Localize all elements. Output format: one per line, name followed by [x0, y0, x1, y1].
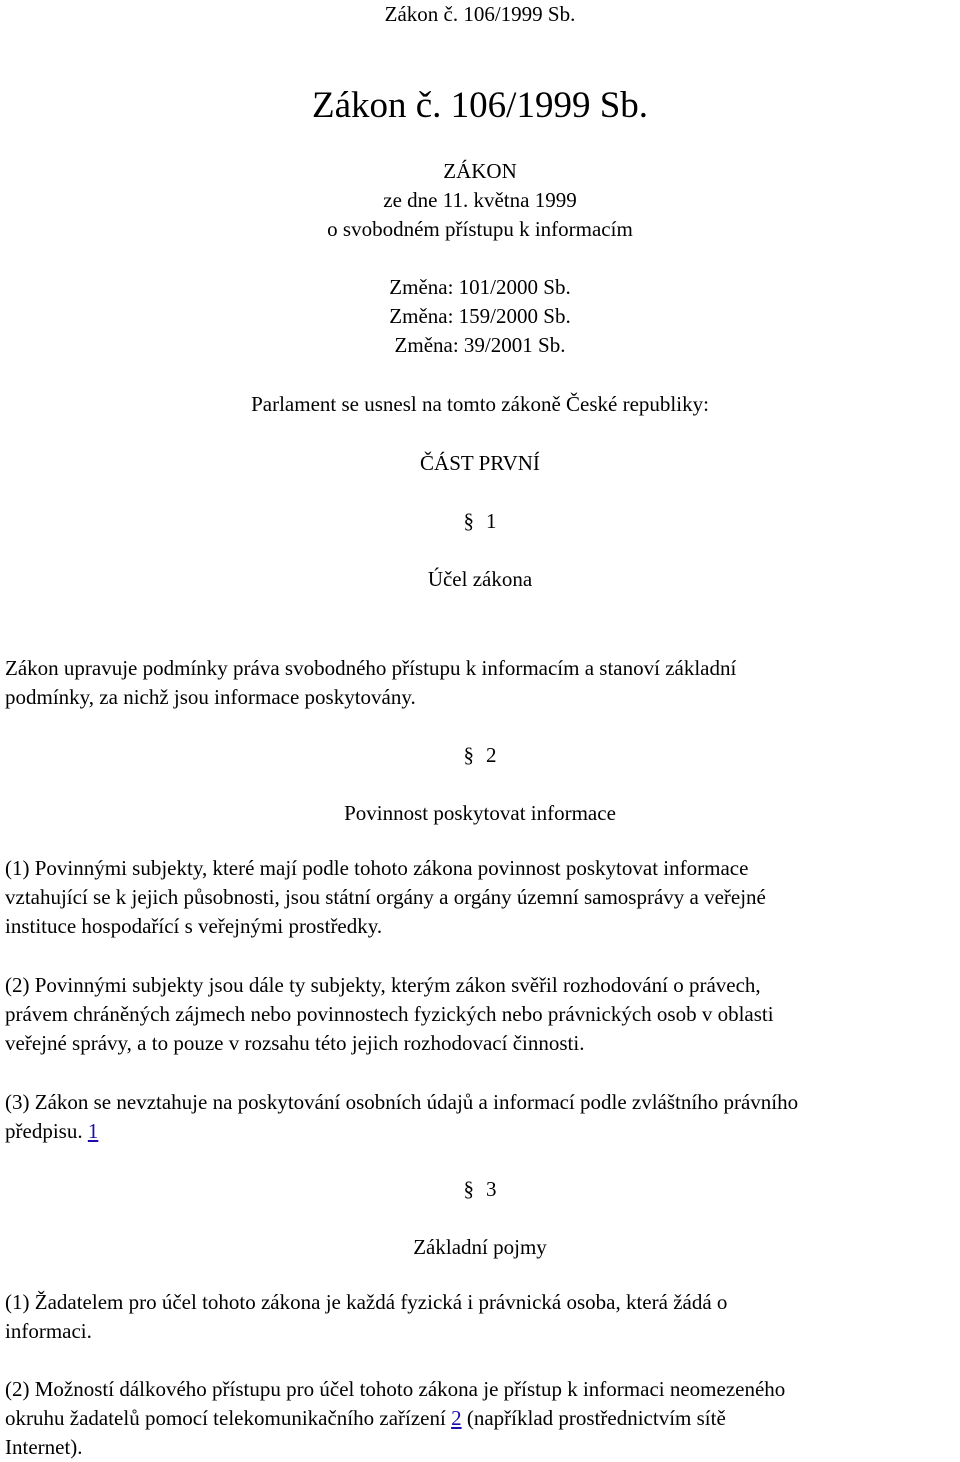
section-number-value: 3 — [486, 1177, 497, 1201]
paragraph-line: (1) Žadatelem pro účel tohoto zákona je každá fyzická i právnická osoba, která žádá o — [5, 1290, 728, 1314]
paragraph-text: předpisu. — [5, 1119, 83, 1143]
preamble: Parlament se usnesl na tomto zákoně České republiky: — [251, 392, 709, 416]
paragraph-line: informaci. — [5, 1319, 92, 1343]
section-title: Základní pojmy — [413, 1235, 547, 1259]
paragraph-line: (2) Povinnými subjekty jsou dále ty subjekty, kterým zákon svěřil rozhodování o právech, — [5, 973, 761, 997]
paragraph — [5, 1288, 955, 1346]
section-symbol: § — [463, 743, 474, 767]
paragraph — [5, 1088, 960, 1146]
running-header: Zákon č. 106/1999 Sb. — [384, 2, 576, 26]
amendment-item: Změna: 39/2001 Sb. — [394, 333, 566, 357]
paragraph-line: Internet). — [5, 1435, 83, 1459]
section-symbol: § — [463, 1177, 474, 1201]
paragraph-line: (2) Možností dálkového přístupu pro účel tohoto zákona je přístup k informaci neomezeného — [5, 1377, 786, 1401]
section-number — [0, 741, 960, 770]
paragraph-line: instituce hospodařící s veřejnými prostředky. — [5, 914, 383, 938]
paragraph-line: podmínky, za nichž jsou informace poskytovány. — [5, 685, 416, 709]
footnote-link-1[interactable]: 1 — [87, 1119, 99, 1143]
paragraph-line: veřejné správy, a to pouze v rozsahu této jejich rozhodovací činnosti. — [5, 1031, 585, 1055]
amendments-list — [0, 273, 960, 360]
paragraph-line: Zákon upravuje podmínky práva svobodného přístupu k informacím a stanoví základní — [5, 656, 737, 680]
section-title: Povinnost poskytovat informace — [344, 801, 616, 825]
paragraph — [5, 854, 955, 941]
document-title: Zákon č. 106/1999 Sb. — [311, 85, 649, 126]
paragraph-line: (1) Povinnými subjekty, které mají podle tohoto zákona povinnost poskytovat informace — [5, 856, 749, 880]
paragraph — [5, 654, 955, 712]
section-number-value: 1 — [486, 509, 497, 533]
law-heading — [0, 157, 960, 244]
section-title: Účel zákona — [427, 567, 533, 591]
paragraph — [5, 971, 955, 1058]
paragraph-line: právem chráněných zájmech nebo povinnostech fyzických nebo právnických osob v oblasti — [5, 1002, 774, 1026]
section-number — [0, 507, 960, 536]
paragraph-line: vztahující se k jejich působnosti, jsou státní orgány a orgány územní samosprávy a veřejné — [5, 885, 766, 909]
amendment-item: Změna: 159/2000 Sb. — [389, 304, 571, 328]
paragraph-text: okruhu žadatelů pomocí telekomunikačního zařízení — [5, 1406, 446, 1430]
amendment-item: Změna: 101/2000 Sb. — [389, 275, 571, 299]
law-date: ze dne 11. května 1999 — [383, 188, 577, 212]
paragraph-text: (například prostřednictvím sítě — [466, 1406, 726, 1430]
section-number-value: 2 — [486, 743, 497, 767]
footnote-link-2[interactable]: 2 — [451, 1406, 462, 1430]
paragraph-line: (3) Zákon se nevztahuje na poskytování osobních údajů a informací podle zvláštního právního — [5, 1090, 799, 1114]
paragraph-line — [5, 1117, 960, 1146]
section-number — [0, 1175, 960, 1204]
law-subject: o svobodném přístupu k informacím — [327, 217, 633, 241]
law-type: ZÁKON — [443, 159, 517, 183]
part-heading: ČÁST PRVNÍ — [420, 451, 540, 475]
paragraph — [5, 1375, 955, 1462]
paragraph-line — [5, 1404, 955, 1433]
section-symbol: § — [463, 509, 474, 533]
